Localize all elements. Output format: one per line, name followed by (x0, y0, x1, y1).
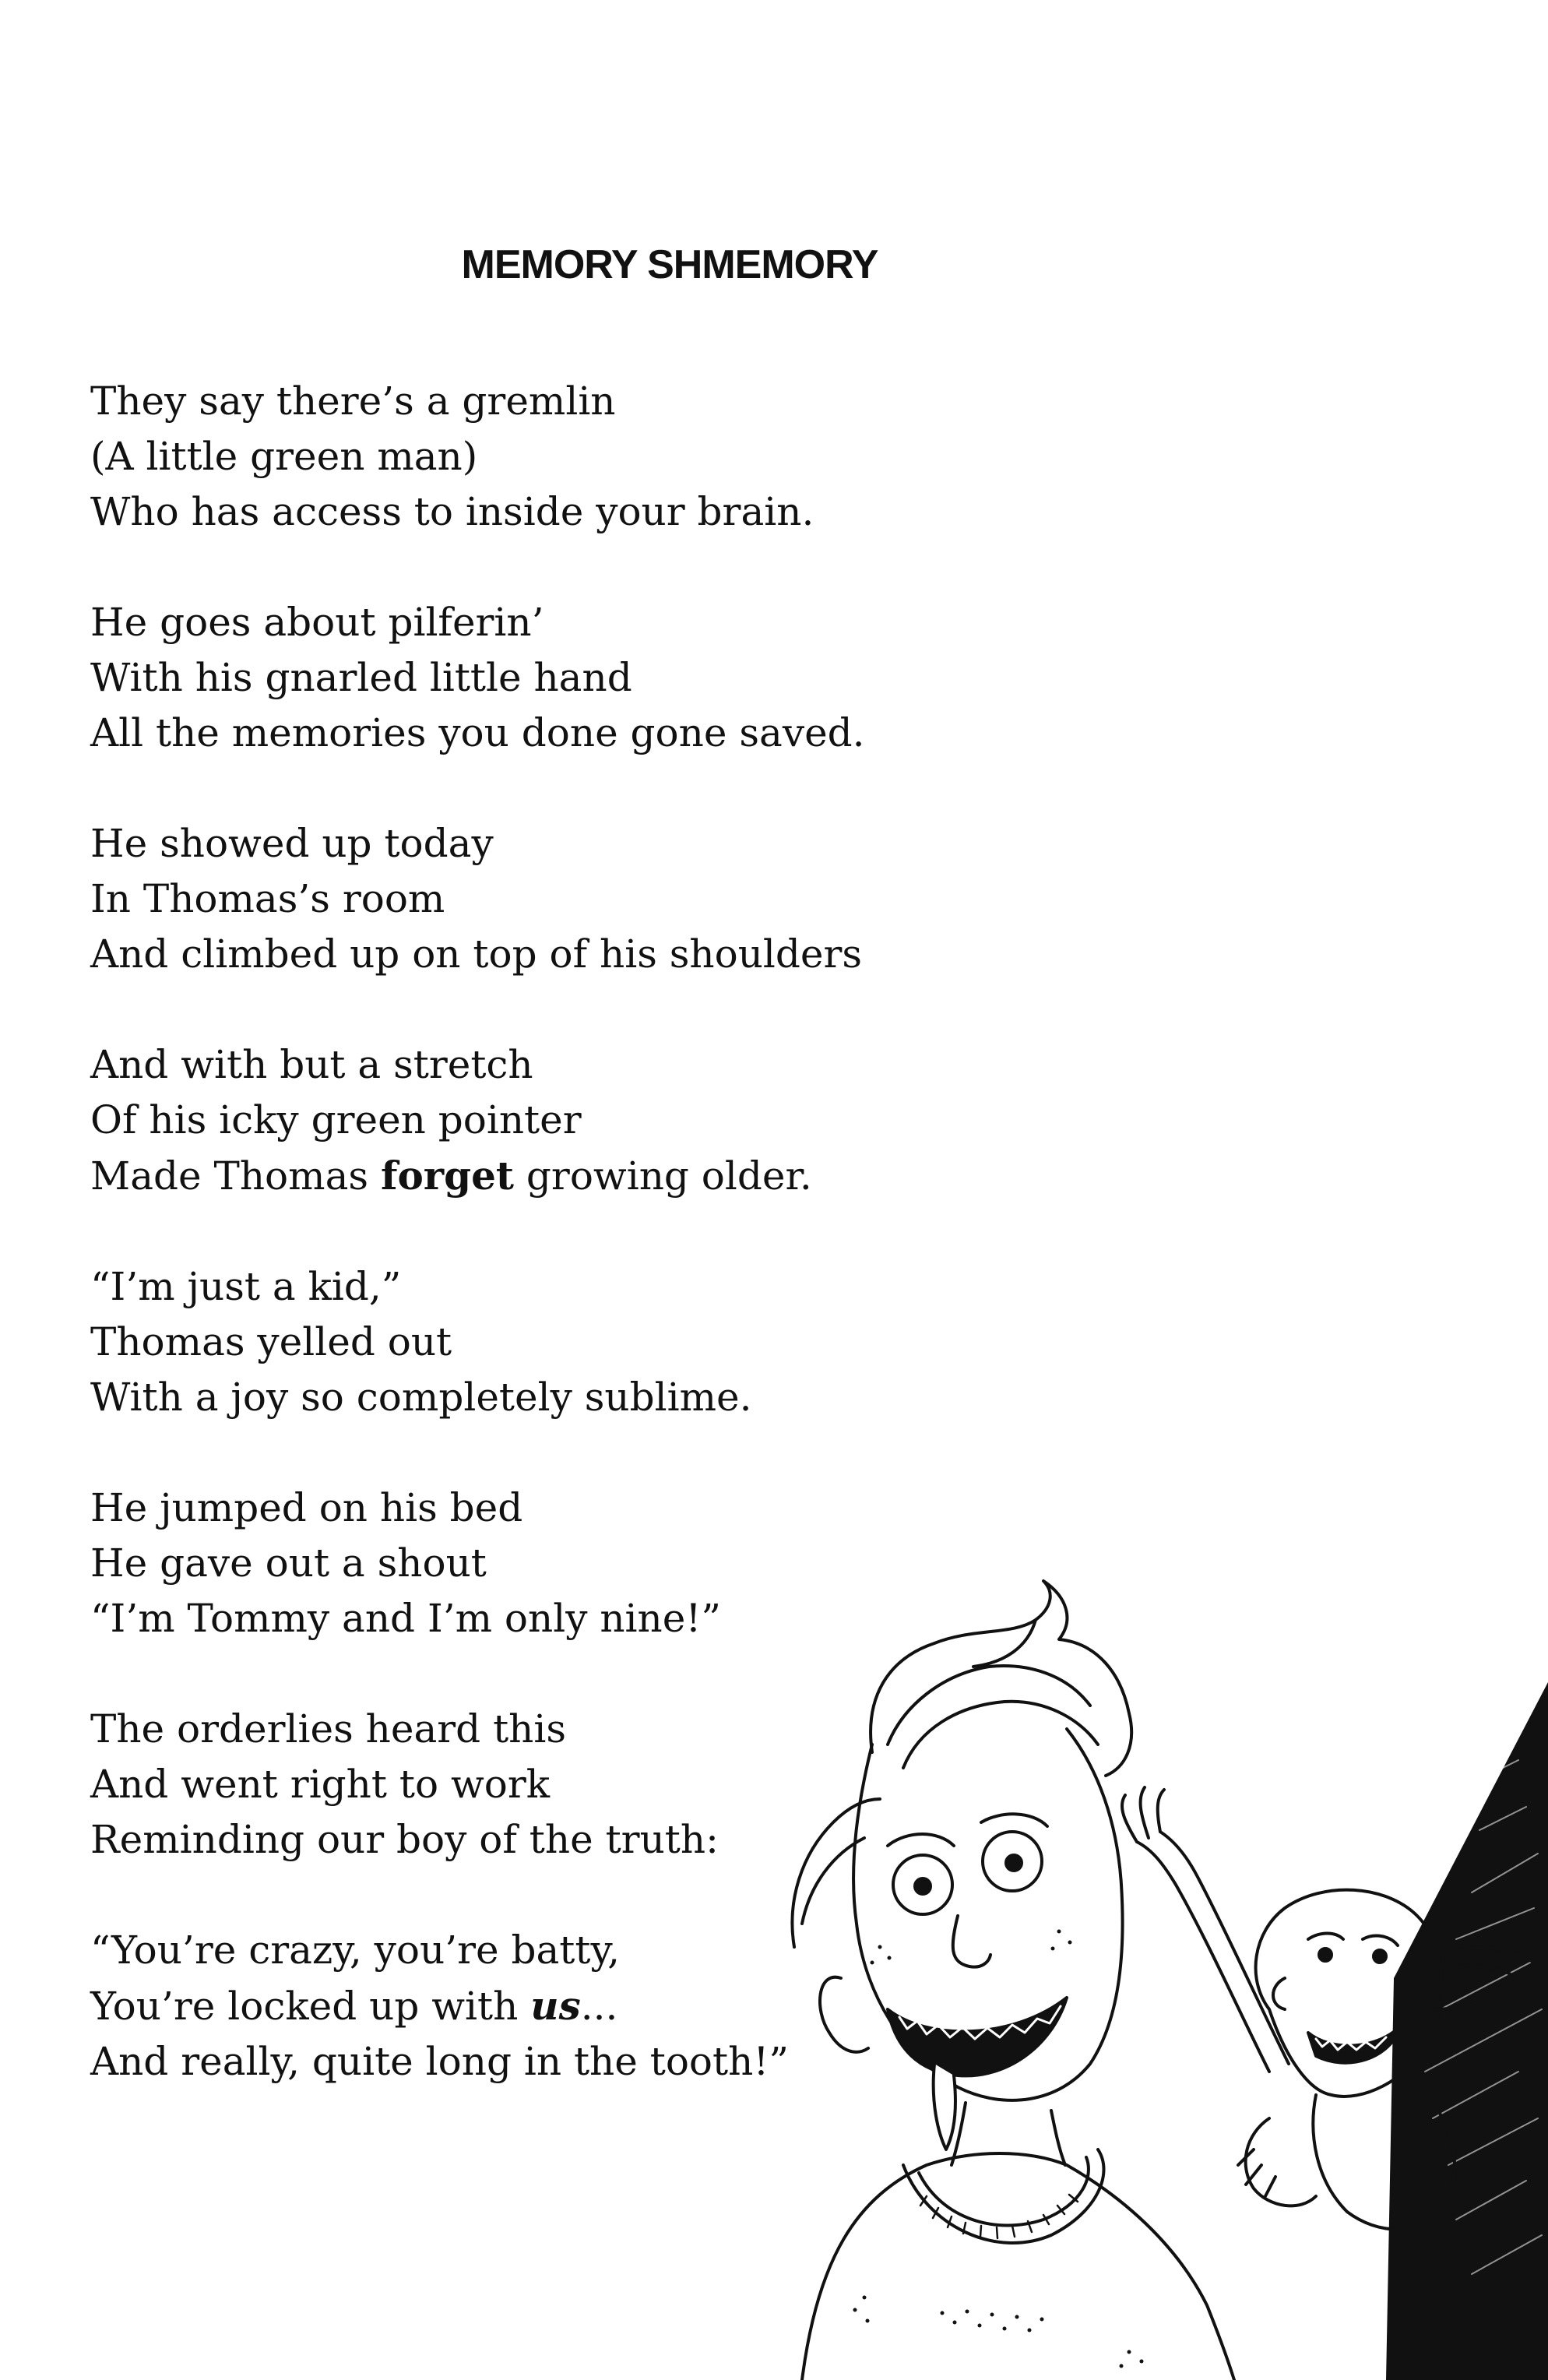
poem-title: MEMORY SHMEMORY (461, 242, 878, 287)
boy-and-gremlin-illustration-icon (771, 1573, 1548, 2380)
poem-line-part: ... (580, 1984, 618, 2029)
poem-line: And went right to work (90, 1762, 551, 1807)
emphasis-us: us (530, 1983, 581, 2029)
poem-line: He showed up today (90, 821, 494, 866)
poem-line: He jumped on his bed (90, 1485, 523, 1530)
emphasis-forget: forget (380, 1153, 515, 1199)
poem-line-part: Made Thomas (90, 1153, 381, 1199)
poem-line (90, 1148, 947, 1204)
poem-line: “You’re crazy, you’re batty, (90, 1928, 620, 1973)
poem-line: All the memories you done gone saved. (90, 710, 865, 755)
poem-line: “I’m Tommy and I’m only nine!” (90, 1596, 721, 1641)
boy-hair (871, 1581, 1131, 1776)
poem-line: In Thomas’s room (90, 876, 445, 921)
boy-body (802, 2153, 1234, 2380)
poem-line-part: growing older. (514, 1153, 812, 1199)
poem-line: “I’m just a kid,” (90, 1264, 402, 1309)
poem-line: And with but a stretch (90, 1042, 533, 1087)
poem-line: With his gnarled little hand (90, 655, 632, 700)
poem-line: With a joy so completely sublime. (90, 1375, 752, 1420)
gremlin-grin (1308, 2025, 1402, 2063)
poem-line: He gave out a shout (90, 1540, 487, 1586)
stanza-3 (90, 816, 947, 982)
stanza-4 (90, 1037, 947, 1204)
gremlin-arm (1137, 1842, 1269, 2072)
stanza-5 (90, 1259, 947, 1425)
poem-line: Who has access to inside your brain. (90, 489, 814, 534)
poem-line: He goes about pilferin’ (90, 600, 544, 645)
stanza-2 (90, 595, 947, 761)
poem-line: And really, quite long in the tooth!” (90, 2039, 789, 2084)
shadow-wedge (1386, 1682, 1548, 2380)
poem-line: Of his icky green pointer (90, 1097, 582, 1142)
poem-line: They say there’s a gremlin (90, 378, 616, 424)
poem-line: The orderlies heard this (90, 1706, 567, 1752)
poem-line: Reminding our boy of the truth: (90, 1817, 719, 1862)
poem-line: And climbed up on top of his shoulders (90, 931, 863, 977)
poem-line-part: You’re locked up with (90, 1984, 531, 2029)
stanza-1 (90, 374, 947, 540)
poem-line: (A little green man) (90, 434, 478, 479)
poem-line: Thomas yelled out (90, 1319, 452, 1364)
